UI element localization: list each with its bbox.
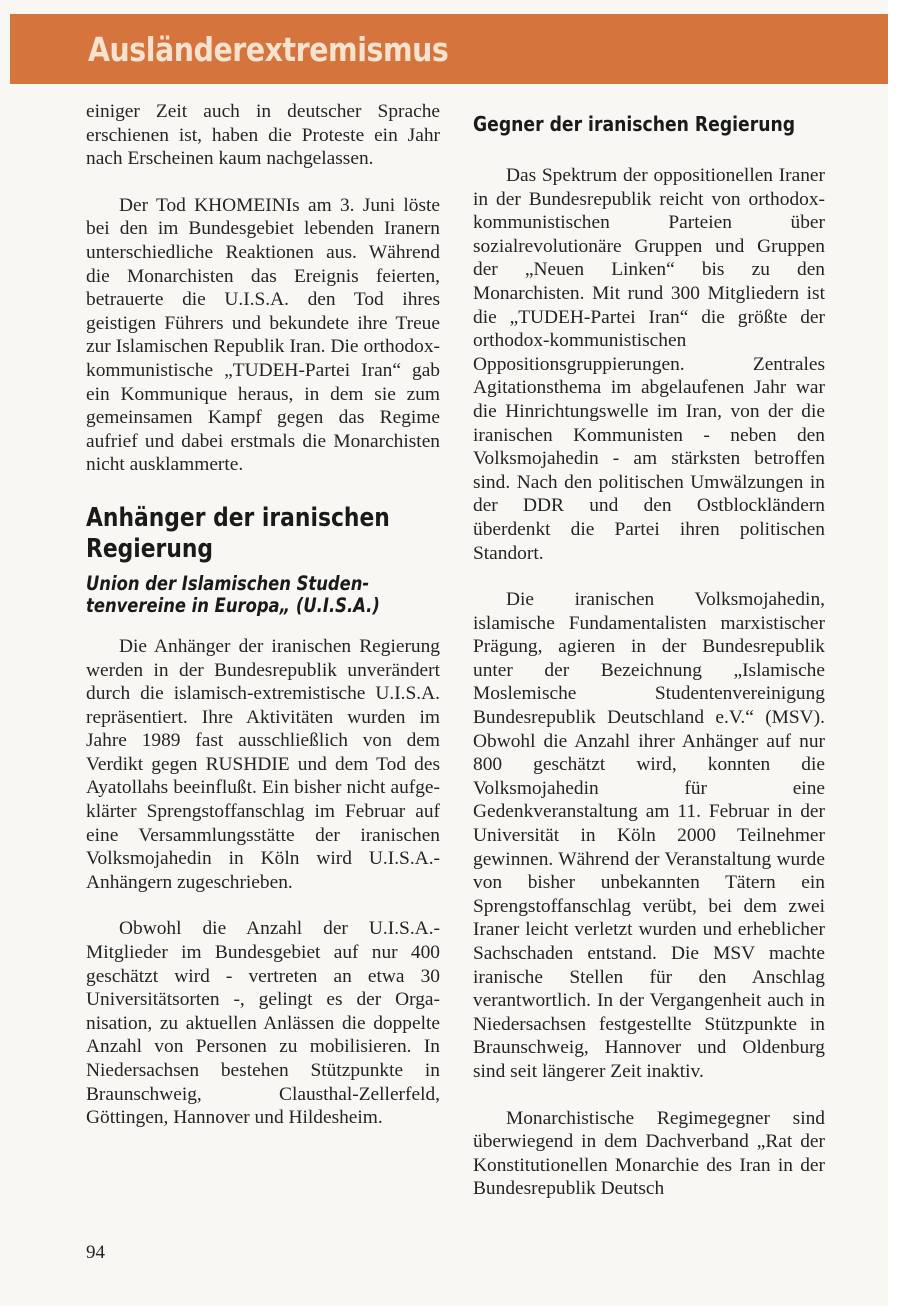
right-column xyxy=(473,100,825,1224)
page-number: 94 xyxy=(86,1242,105,1263)
paragraph: einiger Zeit auch in deutscher Sprache erschienen ist, haben die Proteste ein Jahr nach Erscheinen kaum nachgelassen. xyxy=(86,101,440,170)
left-column xyxy=(86,100,440,1153)
paragraph: Das Spektrum der oppositionellen Iraner in der Bundesrepublik reicht von orthodox-kommunistischen Parteien über sozialrevolutionäre Gruppen und Gruppen der „Neuen Linken“ bis zu den Monarchisten. Mit rund 300 Mitgliedern ist die „TUDEH-Partei Iran“ die größte der orthodox-kommunistischen Oppositionsgruppierungen. Zentrales Agitationsthema im abgelaufenen Jahr war die Hinrichtungswelle im Iran, von der die iranischen Kommunisten - neben den Volksmojahedin - am stärksten betroffen sind. Nach den politischen Umwälzungen in der DDR und den Ostblockländern überdenkt die Partei ihren politischen Standort. xyxy=(473,165,825,564)
section-title: Ausländerextremismus xyxy=(88,30,449,69)
paragraph: Monarchistische Regimegegner sind überwiegend in dem Dachverband „Rat der Konstitutionellen Monarchie des Iran in der Bundesrepublik Deutsch xyxy=(473,1107,825,1200)
section-heading: Gegner der iranischen Regierung xyxy=(473,112,796,136)
paragraph: Die Anhänger der iranischen Regierung werden in der Bundesrepublik unverändert durch die islamisch-extremistische U.I.S.A. repräsentiert. Ihre Aktivitäten wurden im Jahre 1989 fast ausschließlich von dem Verdikt gegen RUSHDIE und dem Tod des Ayatollahs beeinflußt. Ein bisher nicht aufgeklärter Sprengstoffanschlag im Februar auf eine Versammlungsstätte der iranischen Volksmojahedin in Köln wird U.I.S.A.-Anhängern zugeschrieben. xyxy=(86,635,440,893)
page-edge xyxy=(888,0,900,1306)
section-heading: Anhänger der iranischen Regierung xyxy=(86,502,390,564)
paragraph: Obwohl die Anzahl der U.I.S.A.-Mitglieder im Bundesgebiet auf nur 400 geschätzt wird - vertreten an etwa 30 Universitätsorten -, gelingt es der Organisation, zu aktuellen Anlässen die doppelte Anzahl von Personen zu mobilisieren. In Niedersachsen bestehen Stützpunkte in Braunschweig, Clausthal-Zellerfeld, Göttingen, Hannover und Hildesheim. xyxy=(86,918,440,1129)
paragraph: Der Tod KHOMEINIs am 3. Juni löste bei den im Bundesgebiet lebenden Iranern unterschiedliche Reaktionen aus. Während die Monarchisten das Ereignis feierten, betrauerte die U.I.S.A. den Tod ihres geistigen Führers und bekundete ihre Treue zur Islamischen Republik Iran. Die orthodoxkommunistische „TUDEH-Partei Iran“ gab ein Kommunique heraus, in dem sie zum gemeinsamen Kampf gegen das Regime aufrief und dabei erstmals die Monarchisten nicht ausklammerte. xyxy=(86,194,440,476)
subsection-heading: Union der Islamischen Studentenvereine in Europa„ (U.I.S.A.) xyxy=(86,571,380,617)
paragraph: Die iranischen Volksmojahedin, islamische Fundamentalisten marxistischer Prägung, agieren in der Bundesrepublik unter der Bezeichnung „Islamische Moslemische Studentenvereinigung Bundesrepublik Deutschland e.V.“ (MSV). Obwohl die Anzahl ihrer Anhänger auf nur 800 geschätzt wird, konnten die Volksmojahedin für eine Gedenkveranstaltung am 11. Februar in der Universität in Köln 2000 Teilnehmer gewinnen. Während der Veranstaltung wurde von bisher unbekannten Tätern ein Sprengstoffanschlag verübt, bei dem zwei Iraner leicht verletzt wurden und erheblicher Sachschaden entstand. Die MSV machte iranische Stellen für den Anschlag verantwortlich. In der Vergangenheit auch in Niedersachsen festgestellte Stützpunkte in Braunschweig, Hannover und Oldenburg sind seit längerer Zeit inaktiv. xyxy=(473,589,825,1082)
